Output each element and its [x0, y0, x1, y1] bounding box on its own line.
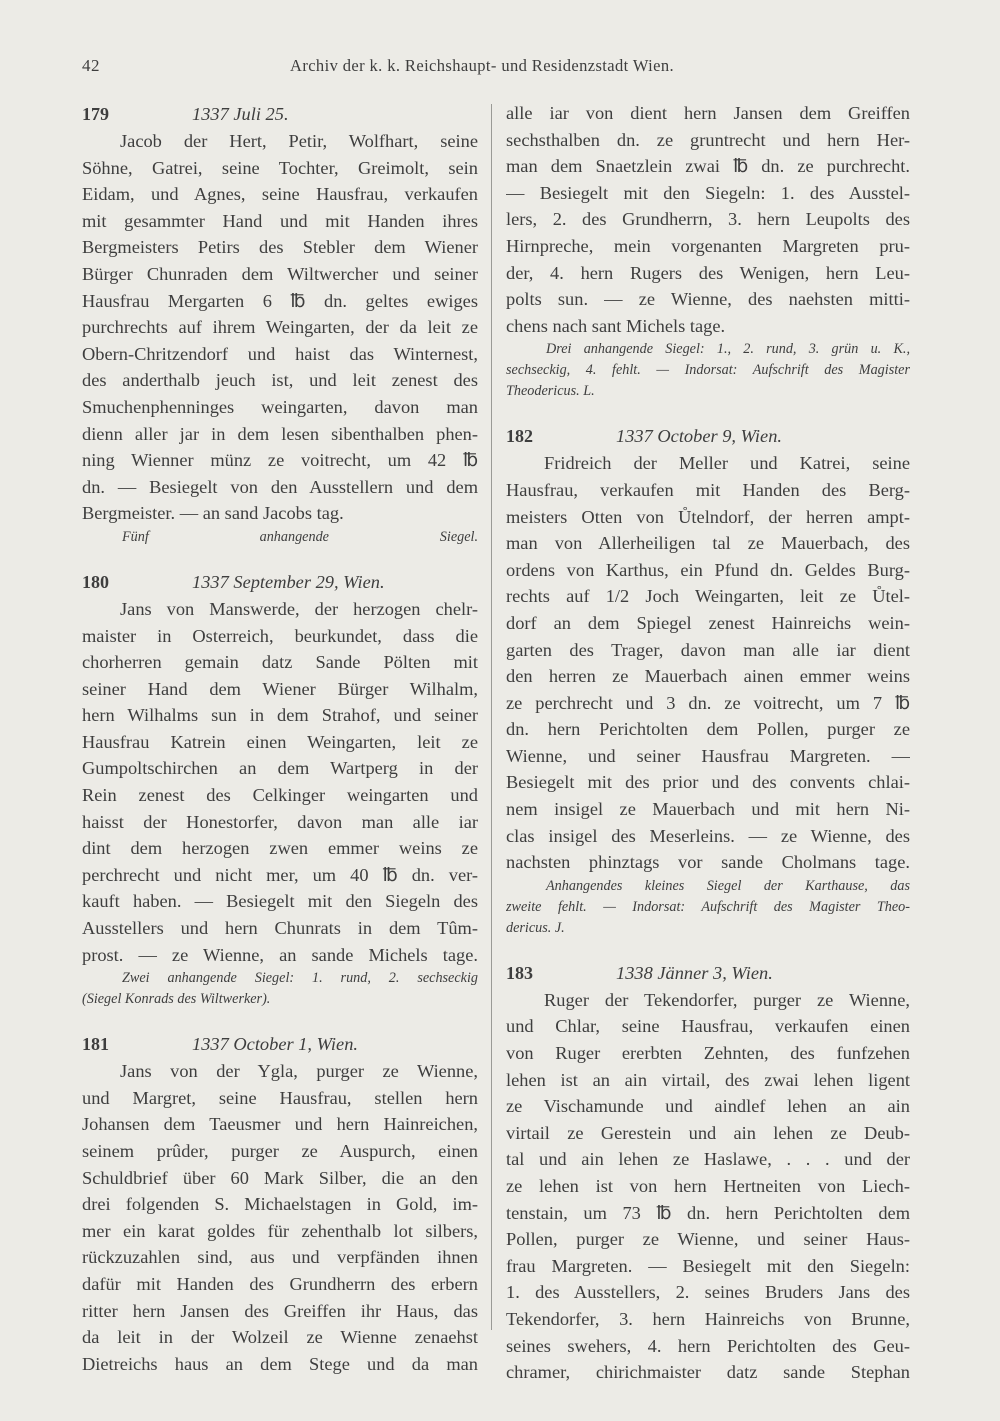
text-line: Obern-Chritzendorf und haist das Winternest,	[82, 343, 478, 364]
entry-heading	[506, 959, 910, 987]
text-line: der, 4. hern Rugers des Wenigen, hern Leu-	[506, 262, 910, 283]
text-line: dn. hern Perichtolten dem Pollen, purger ze	[506, 719, 910, 740]
entry-date: 1338 Jänner 3, Wien.	[616, 962, 773, 983]
text-line: meisters Otten von Ůtelndorf, der herren ampt-	[506, 506, 910, 527]
text-line: Fridreich der Meller und Katrei, seine	[544, 453, 910, 474]
column-divider	[491, 104, 492, 1330]
text-line: Bergmeisters Petirs des Stebler dem Wiener	[82, 237, 478, 258]
section-spacer	[506, 402, 910, 422]
text-line: seinem prûder, purger ze Auspurch, einen	[82, 1141, 478, 1161]
entry-heading	[82, 100, 478, 128]
text-line: Eidam, und Agnes, seine Hausfrau, verkaufen	[82, 184, 478, 205]
entry-number: 182	[506, 426, 533, 447]
seal-note-line: Drei anhangende Siegel: 1., 2. rund, 3. grün u. K.,	[546, 341, 910, 358]
text-line: clas insigel des Meserleins. — ze Wienne, des	[506, 825, 910, 846]
text-line: hern Wilhalms sun in dem Strahof, und seiner	[82, 705, 478, 726]
entry-date: 1337 October 9, Wien.	[616, 426, 783, 447]
text-line: chramer, chirichmaister datz sande Stephan	[506, 1362, 910, 1383]
text-line: ze Vischamunde und aindlef lehen an ain	[506, 1096, 910, 1117]
text-line: ordens von Karthus, ein Pfund dn. Geldes Burg-	[506, 559, 910, 580]
text-line: frau Margreten. — Besiegelt mit den Siegeln:	[506, 1255, 910, 1276]
text-line: Tekendorfer, 3. hern Hainreichs von Brunne,	[506, 1308, 910, 1329]
text-line: haisst der Honestorfer, davon man alle iar	[82, 811, 478, 832]
entry-heading	[82, 1030, 478, 1058]
page-header	[0, 56, 1000, 86]
text-line: alle iar von dient hern Jansen dem Greiffen	[506, 103, 910, 123]
text-line: Hausfrau Mergarten 6 ℔ dn. geltes ewiges	[82, 290, 478, 311]
entry-date: 1337 Juli 25.	[192, 104, 289, 124]
text-line: nem insigel ze Mauerbach und mit hern Ni-	[506, 799, 910, 820]
text-line: Bergmeister. — an sand Jacobs tag.	[82, 503, 344, 524]
entry-date: 1337 October 1, Wien.	[192, 1034, 359, 1055]
text-line: purchrechts auf ihrem Weingarten, der da leit ze	[82, 317, 478, 338]
text-line: lehen ist an ain virtail, des zwai lehen ligent	[506, 1069, 910, 1090]
text-line: prost. — ze Wienne, an sande Michels tage.	[82, 944, 478, 965]
text-line: Ruger der Tekendorfer, purger ze Wienne,	[544, 989, 910, 1010]
text-line: des anderthalb jeuch ist, und leit zenest des	[82, 370, 478, 391]
text-line: Hausfrau Katrein einen Weingarten, leit ze	[82, 731, 478, 752]
text-line: dienn aller jar in dem lesen sibenthalben phen-	[82, 423, 478, 444]
text-line: Gumpoltschirchen an dem Wartperg in der	[82, 758, 478, 779]
text-line: Ausstellers und hern Chunrats in dem Tûm-	[82, 918, 478, 939]
text-line: Bürger Chunraden dem Wiltwercher und seiner	[82, 263, 478, 284]
text-line: perchrecht und nicht mer, um 40 ℔ dn. ver-	[82, 864, 478, 885]
text-line: ze perchrecht und 3 dn. ze voitrecht, um 7 ℔	[506, 692, 910, 713]
left-column	[82, 100, 478, 1377]
text-line: — Besiegelt mit den Siegeln: 1. des Ausstel-	[506, 182, 910, 203]
text-line: dint dem herzogen zwen emmer weins ze	[82, 838, 478, 859]
section-spacer	[82, 1010, 478, 1030]
text-line: rückzuzahlen sind, aus und verpfänden ihnen	[82, 1247, 478, 1268]
text-line: seiner Hand dem Wiener Bürger Wilhalm,	[82, 678, 478, 699]
text-line: sechsthalben dn. ze gruntrecht und hern Her-	[506, 129, 910, 150]
text-line: man dem Snaetzlein zwai ℔ dn. ze purchrecht.	[506, 156, 910, 177]
text-line: von Ruger ererbten Zehnten, des funfzehen	[506, 1043, 910, 1064]
seal-note-line: Anhangendes kleines Siegel der Karthause, das	[546, 877, 910, 894]
text-line: Jans von der Ygla, purger ze Wienne,	[120, 1061, 478, 1082]
text-line: man von Allerheiligen tal ze Mauerbach, des	[506, 533, 910, 554]
text-line: garten des Trager, davon man alle iar dient	[506, 639, 910, 660]
text-line: virtail ze Gerestein und ain lehen ze Deub-	[506, 1122, 910, 1143]
section-spacer	[82, 548, 478, 568]
text-line: Smuchenphenninges weingarten, davon man	[82, 396, 478, 417]
page-number: 42	[82, 56, 100, 75]
text-line: Söhne, Gatrei, seine Tochter, Greimolt, sein	[82, 157, 478, 178]
seal-note-line: zweite fehlt. — Indorsat: Aufschrift des Magister Theo-	[506, 898, 910, 915]
text-line: polts sun. — ze Wienne, des naehsten mitti-	[506, 289, 910, 310]
text-line: drei folgenden S. Michaelstagen in Gold, im-	[82, 1194, 478, 1215]
text-line: seines swehers, 4. hern Perichtolten des Geu-	[506, 1335, 910, 1356]
section-spacer	[506, 939, 910, 959]
text-line: den herren ze Mauerbach ainen emmer weins	[506, 666, 910, 687]
text-line: Dietreichs haus an dem Stege und da man	[82, 1353, 478, 1374]
text-line: kauft haben. — Besiegelt mit den Siegeln des	[82, 891, 478, 912]
running-title: Archiv der k. k. Reichshaupt- und Residenzstadt Wien.	[290, 56, 675, 75]
seal-note-line: Zwei anhangende Siegel: 1. rund, 2. sechseckig	[122, 970, 478, 987]
seal-note-line: Theodericus. L.	[506, 383, 595, 400]
text-line: da leit in der Wolzeil ze Wienne zenaehst	[82, 1327, 478, 1348]
text-line: Jans von Manswerde, der herzogen chelr-	[120, 598, 478, 619]
text-line: nachsten phinztags vor sande Cholmans tage.	[506, 852, 910, 873]
text-line: Pollen, purger ze Wienne, und seiner Haus-	[506, 1229, 910, 1250]
entry-date: 1337 September 29, Wien.	[192, 571, 385, 592]
text-line: Besiegelt mit des prior und des convents chlai-	[506, 772, 910, 793]
text-line: Jacob der Hert, Petir, Wolfhart, seine	[120, 131, 478, 151]
right-column	[506, 100, 910, 1386]
text-line: tal und ain lehen ze Haslawe, . . . und der	[506, 1149, 910, 1170]
text-line: dorf an dem Spiegel zenest Hainreichs wein-	[506, 612, 910, 633]
text-line: und Margret, seine Hausfrau, stellen hern	[82, 1087, 478, 1108]
text-line: Wienne, und seiner Hausfrau Margreten. —	[506, 745, 910, 766]
text-line: maister in Osterreich, beurkundet, dass die	[82, 625, 478, 646]
text-line: Rein zenest des Celkinger weingarten und	[82, 785, 478, 806]
text-line: ning Wienner münz ze voitrecht, um 42 ℔	[82, 450, 478, 471]
entry-heading	[82, 568, 478, 596]
text-line: rechts auf 1/2 Joch Weingarten, leit ze Ůtel-	[506, 586, 910, 607]
text-line: ritter hern Jansen des Greiffen ihr Haus, das	[82, 1300, 478, 1321]
text-line: lers, 2. des Grundherrn, 3. hern Leupolts des	[506, 209, 910, 230]
text-line: dafür mit Handen des Grundherrn des erbern	[82, 1273, 478, 1294]
text-line: ze lehen ist von hern Hertneiten von Liech-	[506, 1176, 910, 1196]
entry-number: 180	[82, 571, 109, 592]
text-line: mer ein karat goldes für zehenthalb lot silbers,	[82, 1220, 478, 1241]
text-line: und Chlar, seine Hausfrau, verkaufen einen	[506, 1016, 910, 1037]
seal-note-line: dericus. J.	[506, 919, 565, 936]
seal-note-line: Fünf anhangende Siegel.	[122, 528, 478, 545]
seal-note-line: (Siegel Konrads des Wiltwerker).	[82, 991, 271, 1008]
text-line: Johansen dem Taeusmer und hern Hainreichen,	[82, 1114, 478, 1135]
text-line: Schuldbrief über 60 Mark Silber, die an den	[82, 1167, 478, 1188]
seal-note-line: sechseckig, 4. fehlt. — Indorsat: Aufschrift des Magister	[506, 362, 910, 379]
entry-heading	[506, 422, 910, 450]
text-line: mit gesammter Hand und mit Handen ihres	[82, 210, 478, 231]
text-line: dn. — Besiegelt von den Ausstellern und dem	[82, 476, 478, 497]
entry-number: 179	[82, 104, 109, 124]
entry-number: 183	[506, 962, 533, 983]
text-line: tenstain, um 73 ℔ dn. hern Perichtolten dem	[506, 1202, 910, 1223]
text-line: chens nach sant Michels tage.	[506, 315, 726, 336]
text-line: Hirnpreche, mein vorgenanten Margreten pru-	[506, 235, 910, 256]
entry-number: 181	[82, 1034, 109, 1055]
text-line: chorherren gemain datz Sande Pölten mit	[82, 652, 478, 673]
text-line: Hausfrau, verkaufen mit Handen des Berg-	[506, 479, 910, 500]
text-line: 1. des Ausstellers, 2. seines Bruders Jans des	[506, 1282, 910, 1303]
